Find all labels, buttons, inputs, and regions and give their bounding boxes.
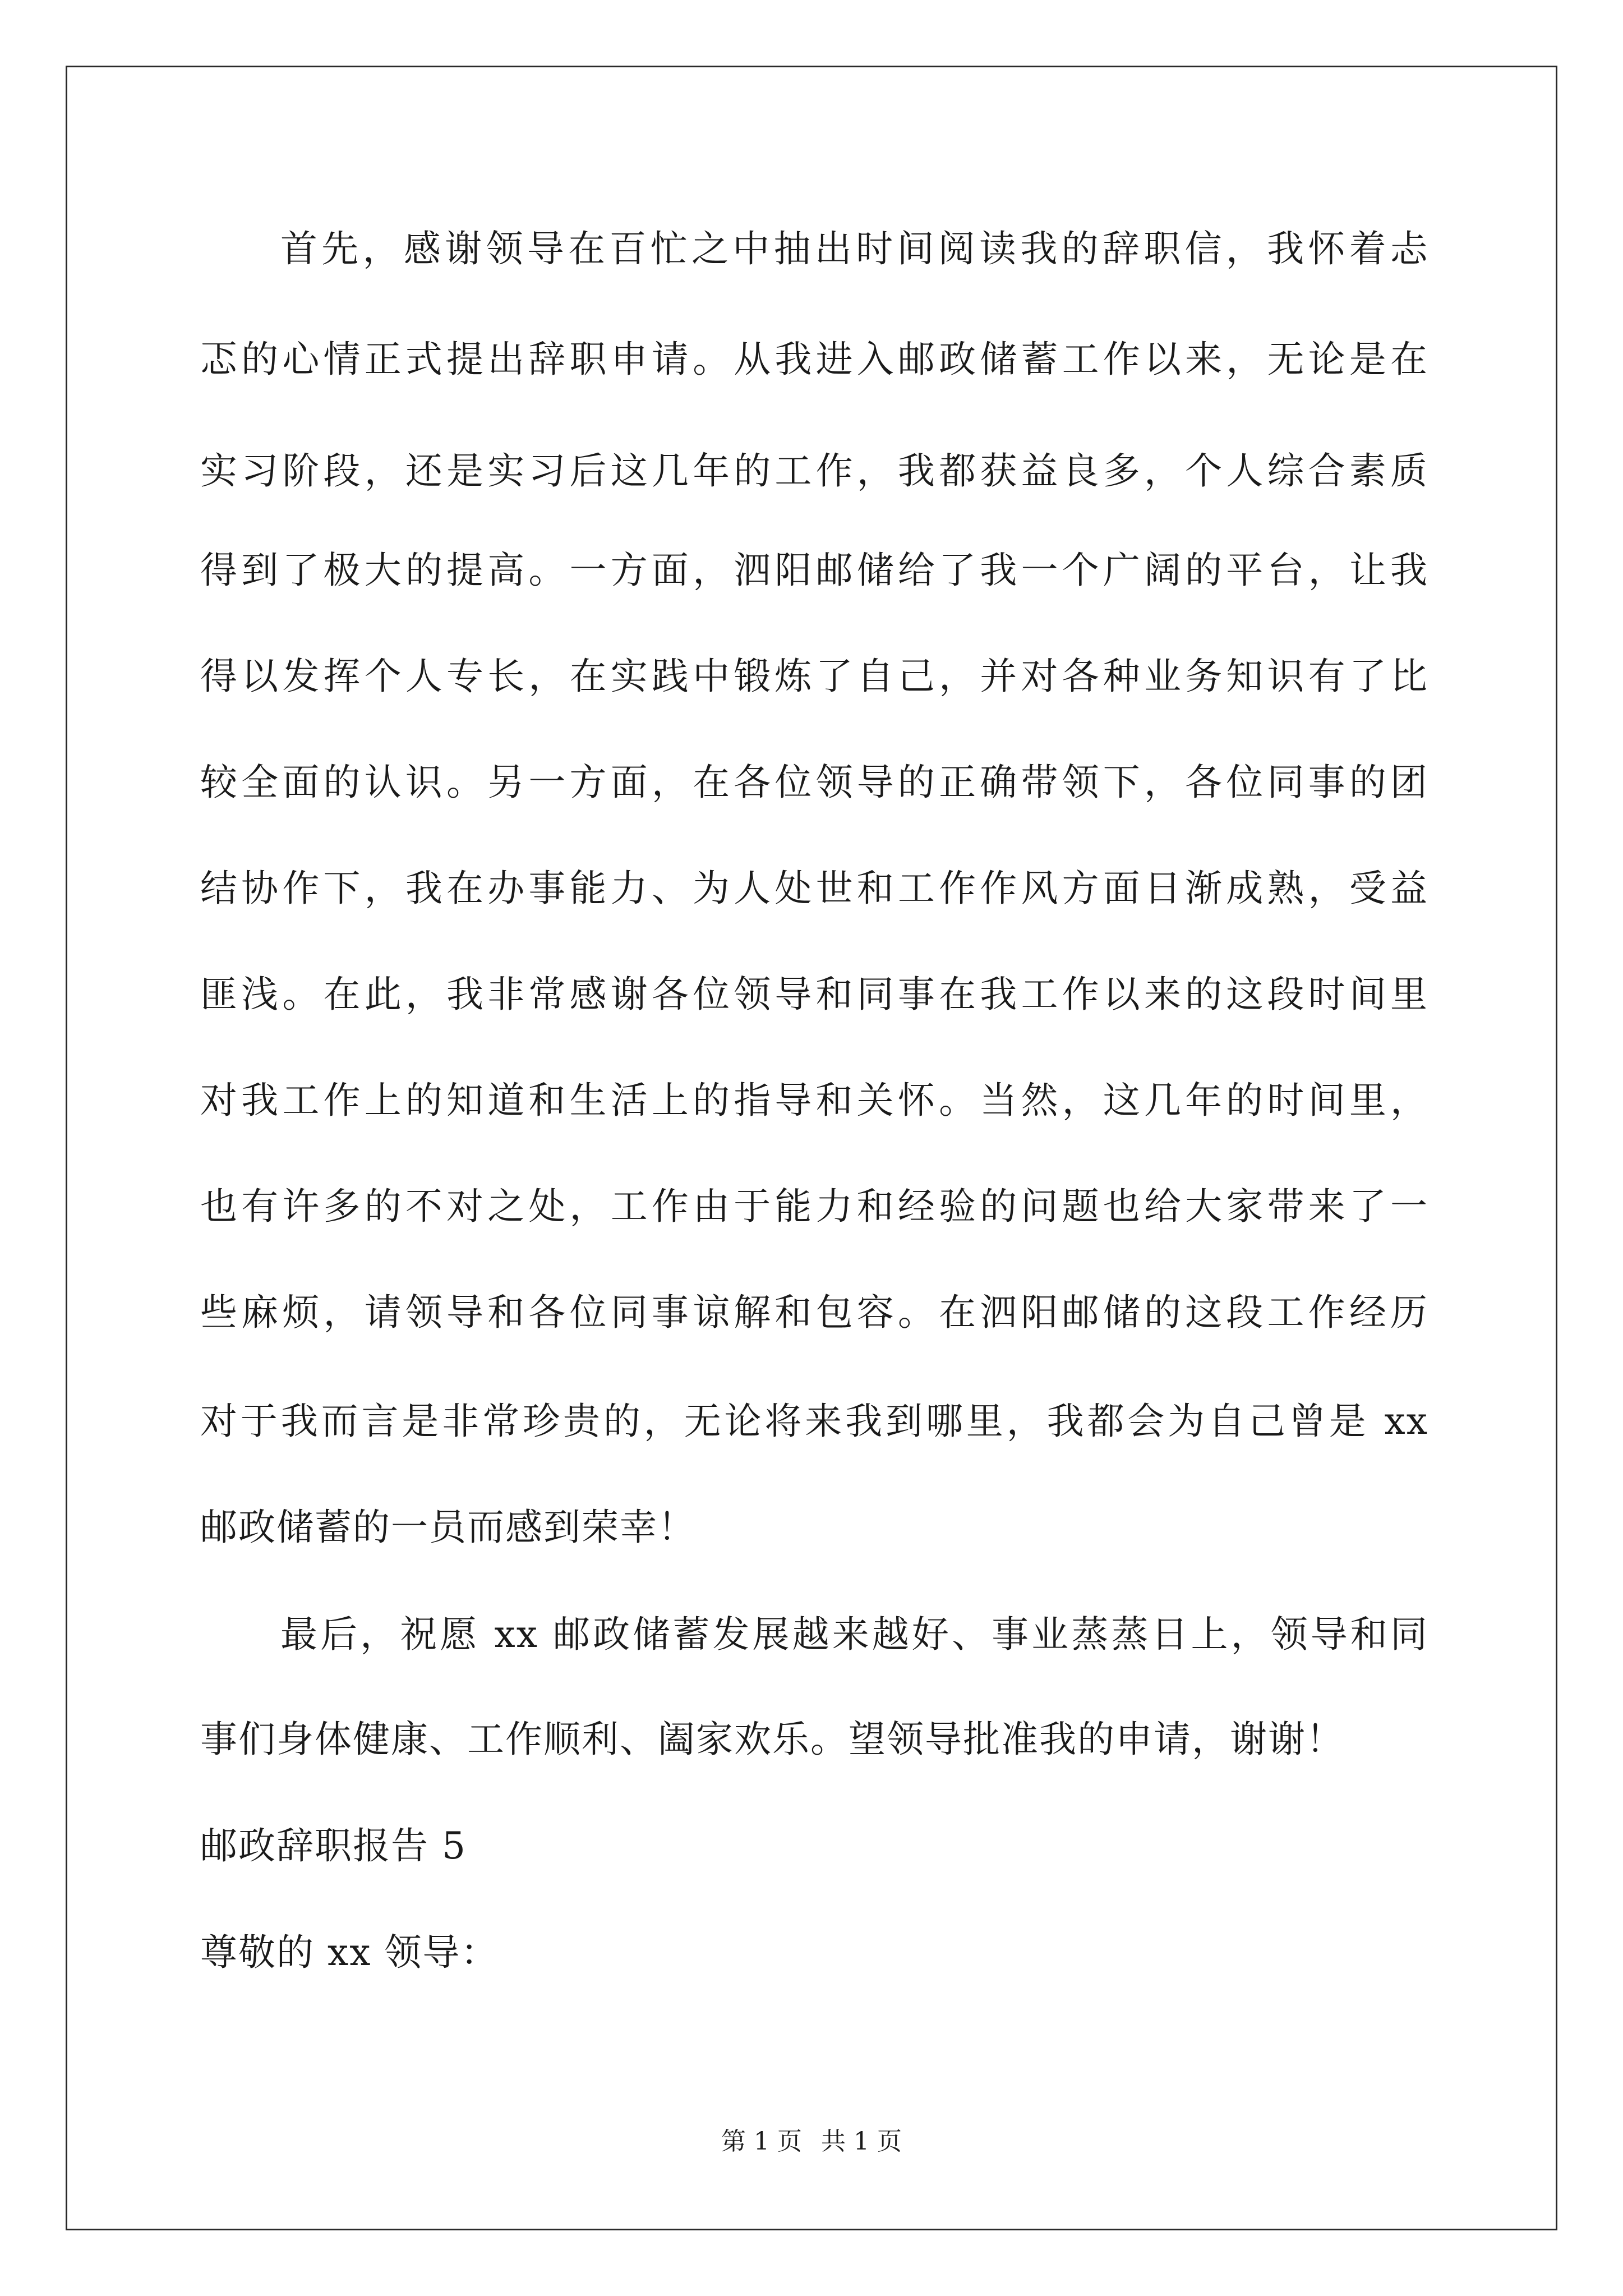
paragraph-line: 对我工作上的知道和生活上的指导和关怀。当然，这几年的时间里， [200, 1079, 1428, 1122]
page-footer [0, 2126, 1623, 2157]
paragraph-line: 首先，感谢领导在百忙之中抽出时间阅读我的辞职信，我怀着忐 [280, 227, 1428, 270]
report-heading: 邮政辞职报告 5 [200, 1824, 467, 1867]
paragraph-line: 也有许多的不对之处，工作由于能力和经验的问题也给大家带来了一 [200, 1185, 1428, 1228]
page-border [66, 66, 1557, 2230]
paragraph-line: 最后，祝愿 xx 邮政储蓄发展越来越好、事业蒸蒸日上，领导和同 [280, 1613, 1428, 1656]
paragraph-line: 事们身体健康、工作顺利、阖家欢乐。望领导批准我的申请，谢谢！ [200, 1718, 1344, 1761]
paragraph-line: 得到了极大的提高。一方面，泗阳邮储给了我一个广阔的平台，让我 [200, 549, 1428, 592]
paragraph-line: 些麻烦，请领导和各位同事谅解和包容。在泗阳邮储的这段工作经历 [200, 1291, 1428, 1334]
page-total: 共 1 页 [821, 2127, 902, 2156]
page-number: 第 1 页 [721, 2127, 802, 2156]
paragraph-line: 较全面的认识。另一方面，在各位领导的正确带领下，各位同事的团 [200, 761, 1428, 804]
paragraph-line: 得以发挥个人专长，在实践中锻炼了自己，并对各种业务知识有了比 [200, 655, 1428, 698]
paragraph-line: 忑的心情正式提出辞职申请。从我进入邮政储蓄工作以来，无论是在 [200, 338, 1428, 381]
paragraph-line: 结协作下，我在办事能力、为人处世和工作作风方面日渐成熟，受益 [200, 867, 1428, 910]
paragraph-line: 邮政储蓄的一员而感到荣幸！ [200, 1506, 696, 1549]
paragraph-line: 对于我而言是非常珍贵的，无论将来我到哪里，我都会为自己曾是 xx [200, 1400, 1428, 1443]
paragraph-line: 实习阶段，还是实习后这几年的工作，我都获益良多，个人综合素质 [200, 449, 1428, 493]
paragraph-line: 匪浅。在此，我非常感谢各位领导和同事在我工作以来的这段时间里 [200, 973, 1428, 1016]
salutation: 尊敬的 xx 领导： [200, 1931, 499, 1974]
